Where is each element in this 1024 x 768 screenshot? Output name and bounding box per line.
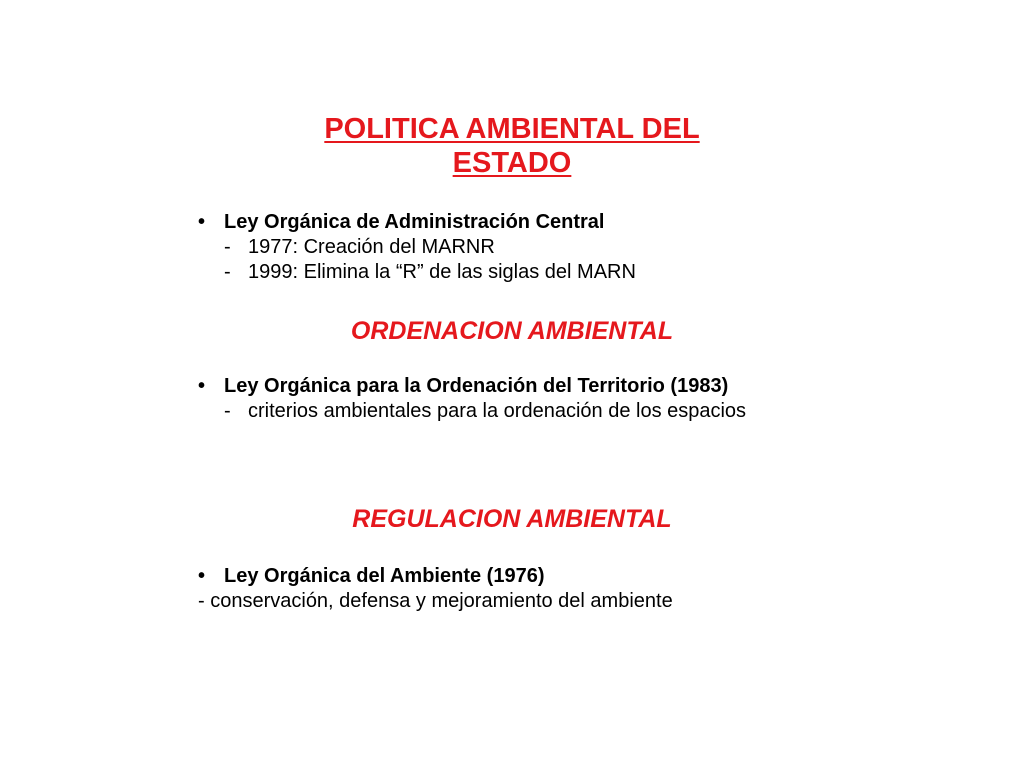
bullet-icon: • bbox=[198, 375, 206, 397]
section-administracion-central bbox=[198, 210, 826, 285]
section-ley-ambiente bbox=[198, 564, 826, 614]
dash-marker: - bbox=[224, 236, 231, 258]
law-name: Ley Orgánica de Administración Central bbox=[224, 211, 605, 233]
sub-item-text: 1999: Elimina la “R” de las siglas del MARN bbox=[248, 261, 636, 283]
bullet-item bbox=[198, 210, 826, 235]
bullet-item bbox=[198, 564, 826, 589]
dash-marker: - bbox=[224, 261, 231, 283]
sub-item-text: 1977: Creación del MARNR bbox=[248, 236, 495, 258]
bullet-icon: • bbox=[198, 211, 206, 233]
slide-title-line-1: POLITICA AMBIENTAL DEL bbox=[324, 113, 700, 145]
section-heading-regulacion: REGULACION AMBIENTAL bbox=[352, 505, 672, 533]
sub-item bbox=[198, 235, 826, 260]
slide-title bbox=[200, 112, 824, 180]
law-detail-text: - conservación, defensa y mejoramiento del ambiente bbox=[198, 590, 673, 612]
sub-item-text: criterios ambientales para la ordenación de los espacios bbox=[248, 400, 747, 422]
law-name: Ley Orgánica para la Ordenación del Territorio (1983) bbox=[224, 375, 729, 397]
slide-title-line-2: ESTADO bbox=[452, 147, 572, 179]
sub-item bbox=[198, 399, 826, 424]
dash-marker: - bbox=[224, 400, 231, 422]
section-ordenacion-territorio bbox=[198, 374, 826, 424]
law-name: Ley Orgánica del Ambiente (1976) bbox=[224, 565, 545, 587]
section-heading-ordenacion: ORDENACION AMBIENTAL bbox=[350, 317, 674, 345]
bullet-item bbox=[198, 374, 826, 399]
sub-item bbox=[198, 260, 826, 285]
bullet-icon: • bbox=[198, 565, 206, 587]
